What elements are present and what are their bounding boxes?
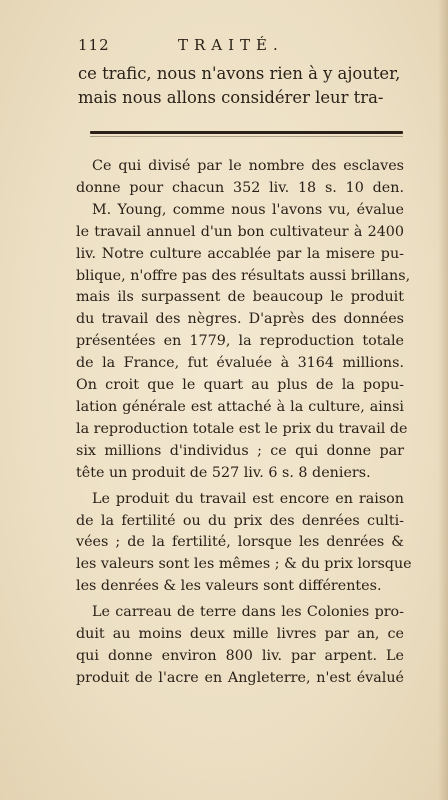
text-line: qui donne environ 800 liv. par arpent. Le <box>76 647 404 664</box>
text-line: la reproduction totale est le prix du travail de <box>76 420 408 437</box>
text-line: blique, n'offre pas des résultats aussi brillans, <box>76 267 411 284</box>
text-line: Ce qui divisé par le nombre des esclaves <box>92 158 404 174</box>
paragraph <box>76 602 404 690</box>
text-line: de la fertilité ou du prix des denrées culti- <box>76 512 404 529</box>
text-line: duit au moins deux mille livres par an, ce <box>76 626 404 643</box>
carryover-text <box>78 62 404 110</box>
carryover-line: ce trafic, nous n'avons rien à y ajouter, <box>78 64 401 83</box>
paragraph <box>76 489 412 599</box>
section-divider-thin <box>90 136 403 137</box>
text-line: présentées en 1779, la reproduction totale <box>76 333 404 350</box>
page-number: 112 <box>78 36 110 54</box>
text-line: vées ; de la fertilité, lorsque les denrées & <box>76 534 404 551</box>
carryover-line: mais nous allons considérer leur tra- <box>78 88 384 107</box>
body-text <box>76 156 412 690</box>
text-line: donne pour chacun 352 liv. 18 s. 10 den. <box>76 179 404 196</box>
text-line: de la France, fut évaluée à 3164 millions. <box>76 355 404 372</box>
section-divider <box>90 131 403 134</box>
text-line: lation générale est attaché à la culture, ainsi <box>76 398 404 415</box>
text-line: les valeurs sont les mêmes ; & du prix lorsque <box>76 556 412 573</box>
running-title: TRAITÉ. <box>178 36 284 54</box>
paragraph <box>76 156 411 485</box>
text-line: M. Young, comme nous l'avons vu, évalue <box>92 201 404 218</box>
text-line: liv. Notre culture accablée par la misere pu- <box>76 245 404 262</box>
text-line: du travail des nègres. D'après des données <box>76 311 404 328</box>
text-line: le travail annuel d'un bon cultivateur à 2400 <box>76 223 404 240</box>
text-line: Le produit du travail est encore en raison <box>92 490 404 507</box>
text-line: produit de l'acre en Angleterre, n'est évalué <box>76 669 404 686</box>
text-line: mais ils surpassent de beaucoup le produit <box>76 289 404 306</box>
page-header <box>78 36 398 58</box>
text-line: six millions d'individus ; ce qui donne par <box>76 442 404 459</box>
text-line: On croit que le quart au plus de la popu- <box>76 377 404 394</box>
text-line: Le carreau de terre dans les Colonies pro- <box>92 604 404 621</box>
text-line: les denrées & les valeurs sont différentes. <box>76 578 382 595</box>
page-edge-shadow <box>438 0 448 800</box>
text-line: tête un produit de 527 liv. 6 s. 8 deniers. <box>76 464 371 481</box>
